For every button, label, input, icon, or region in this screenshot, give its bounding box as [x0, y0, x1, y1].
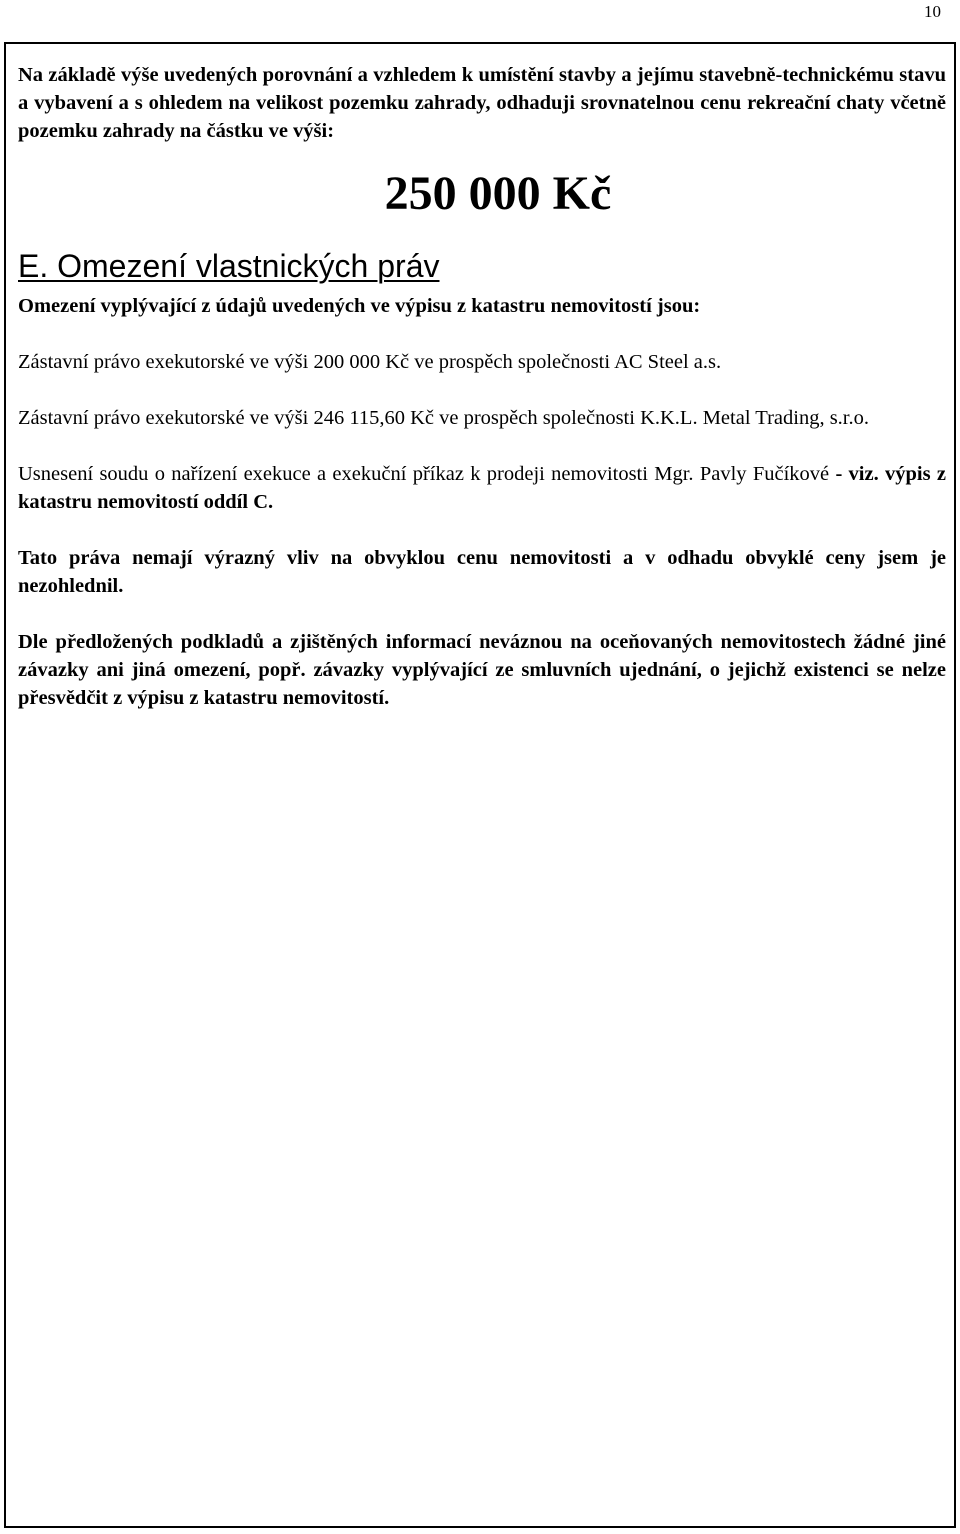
no-other-restrictions-paragraph: Dle předložených podkladů a zjištěných informací neváznou na oceňovaných nemovitostech žádné jiné závazky ani jiná omezení, popř. závazky vyplývající ze smluvních ujednání, o jejichž existenci se nelze přesvědčit z výpisu z katastru nemovitostí. — [18, 631, 946, 709]
court-resolution-paragraph — [18, 460, 946, 516]
restrictions-subheading: Omezení vyplývající z údajů uvedených ve výpisu z katastru nemovitostí jsou: — [18, 295, 701, 317]
court-resolution-text: Usnesení soudu o nařízení exekuce a exekuční příkaz k prodeji nemovitosti Mgr. Pavly Fučíkové — [18, 463, 836, 485]
no-influence-paragraph: Tato práva nemají výrazný vliv na obvyklou cenu nemovitosti a v odhadu obvyklé ceny jsem je nezohlednil. — [18, 547, 946, 597]
estimated-price: 250 000 Kč — [384, 167, 612, 220]
lien-paragraph-1: Zástavní právo exekutorské ve výši 200 000 Kč ve prospěch společnosti AC Steel a.s. — [18, 351, 722, 373]
court-resolution-reference: - viz. výpis z katastru nemovitostí oddíl C. — [18, 463, 947, 513]
section-heading-e: E. Omezení vlastnických práv — [18, 248, 440, 284]
intro-paragraph: Na základě výše uvedených porovnání a vzhledem k umístění stavby a jejímu stavebně-technickému stavu a vybavení a s ohledem na velikost pozemku zahrady, odhaduji srovnatelnou cenu rekreační chaty včetně pozemku zahrady na částku ve výši: — [18, 64, 946, 142]
lien-paragraph-2: Zástavní právo exekutorské ve výši 246 115,60 Kč ve prospěch společnosti K.K.L. Metal Trading, s.r.o. — [18, 407, 869, 429]
page-number: 10 — [924, 2, 941, 21]
document-body — [18, 61, 946, 712]
